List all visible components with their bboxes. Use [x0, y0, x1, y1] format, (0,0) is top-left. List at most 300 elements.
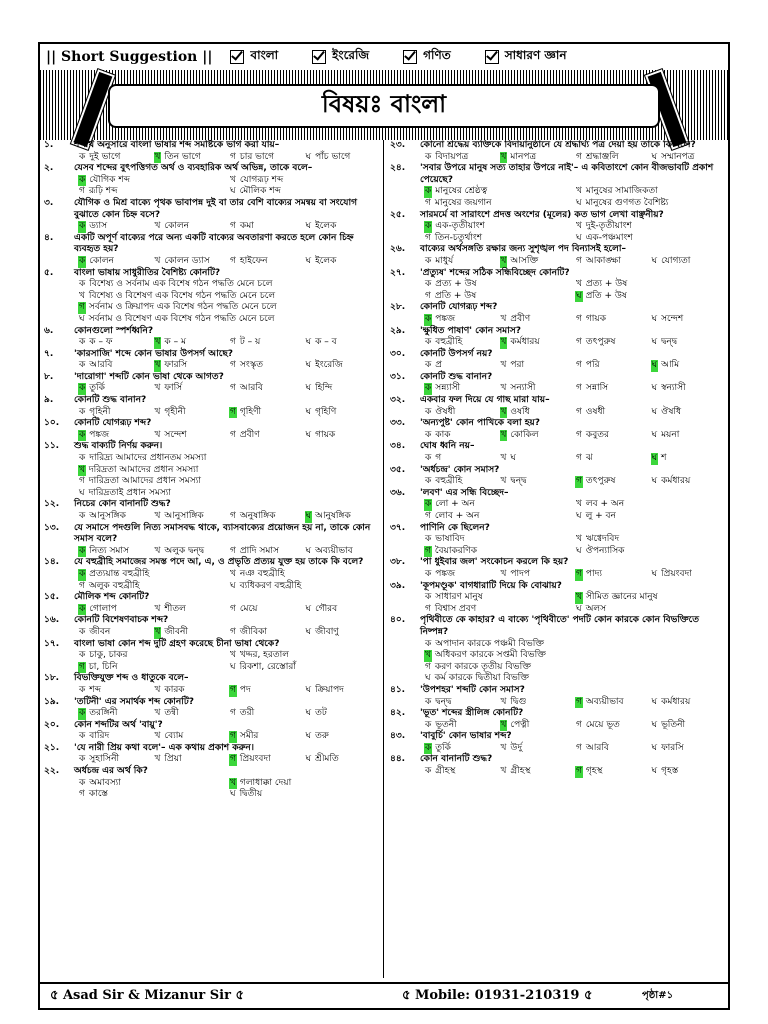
question-text: কোনটি উপসর্গ নয়? [420, 348, 493, 359]
option-text: প্রাদি সমাস [239, 545, 279, 556]
question [40, 766, 380, 778]
question-text: 'লবণ' এর সন্ধি বিচ্ছেদ– [420, 487, 509, 498]
option [78, 604, 154, 616]
question-number: ১১. [44, 441, 60, 452]
option-text: জীবিকা [239, 626, 268, 637]
option [575, 198, 726, 210]
option-letter: গ [425, 232, 431, 243]
option-letter: ঘ [230, 789, 236, 800]
option-text: পঙ্কজ [435, 568, 456, 579]
option [229, 407, 305, 419]
option [500, 152, 576, 164]
option-text: যোগ্যতা [661, 255, 691, 266]
options [386, 337, 726, 349]
option [305, 627, 381, 639]
option-letter: ঘ [651, 406, 658, 417]
option-letter: খ [576, 279, 582, 290]
option-text: ইংরেজি [315, 360, 343, 371]
option-text: প্রতি + উষ [585, 290, 627, 301]
option-letter: খ [500, 766, 507, 777]
question [386, 372, 726, 384]
option [575, 314, 651, 326]
suggestion-header [38, 44, 730, 71]
question-text: শব্দার্থ অনুসারে বাংলা ভাষার শব্দ সমষ্টিকে ভাগ করা যায়– [74, 140, 280, 150]
question [386, 523, 726, 535]
option [154, 754, 230, 766]
option [229, 604, 305, 616]
option-text: তুর্কি [435, 742, 451, 753]
option-letter: খ [154, 731, 161, 742]
option-letter: গ [425, 661, 431, 672]
option-text: জীবনী [164, 626, 189, 637]
option-letter: গ [576, 313, 582, 324]
option-text: চাকু, চাকর [89, 650, 128, 661]
options [40, 778, 380, 801]
question-text: 'ক্ষুধিত পাষাণ' কোন সমাস? [420, 325, 521, 336]
option-letter: গ [230, 626, 236, 637]
answer-marker: ক [79, 174, 86, 185]
option-letter: গ [576, 719, 582, 730]
option-letter: ক [425, 360, 432, 371]
option-text: ক – ব [315, 337, 337, 348]
option-letter: খ [79, 290, 85, 301]
option [500, 743, 576, 755]
question-number: ৩৬. [390, 487, 406, 498]
option [78, 407, 154, 419]
option-letter: গ [576, 453, 582, 464]
question [386, 685, 726, 697]
question-number: ১২. [44, 499, 60, 510]
option [229, 789, 380, 801]
option [154, 627, 230, 639]
question-number: ২৮. [390, 302, 406, 313]
checkbox-icon [403, 50, 417, 64]
option-letter: ক [79, 511, 86, 521]
option-letter: ক [425, 592, 432, 603]
option [651, 453, 727, 465]
option-text: দারিদ্র্য আমাদের প্রধানতম সমস্যা [89, 453, 207, 464]
option-text: কর্মধারয় [661, 696, 691, 707]
option [78, 465, 380, 477]
option-text: প্রিয়ংবদা [661, 568, 692, 579]
option-text: ব্যোম [164, 731, 184, 742]
option-letter: গ [79, 580, 85, 591]
answer-marker: খ [500, 337, 507, 348]
option-letter: গ [79, 476, 85, 487]
option [651, 697, 727, 709]
subject-label: গণিত [423, 48, 451, 62]
option-text: মানুষের জয়গান [434, 197, 492, 208]
answer-marker: গ [576, 766, 582, 777]
option [575, 453, 651, 465]
option-text: কাক [435, 429, 451, 440]
option-text: কর্মধারয় [661, 476, 691, 487]
option [424, 360, 500, 372]
answer-marker: খ [154, 151, 161, 162]
option [651, 430, 727, 442]
option-text: সন্দেশ [164, 429, 187, 440]
question-number: ২৯. [390, 325, 406, 336]
option [229, 152, 305, 164]
option [305, 546, 381, 558]
answer-marker: ক [425, 313, 432, 324]
option-text: ক – ম [164, 337, 186, 348]
options [40, 754, 380, 766]
option [78, 291, 380, 303]
option [424, 453, 500, 465]
option [575, 743, 651, 755]
option [229, 662, 380, 674]
option [424, 221, 575, 233]
option-letter: ক [79, 337, 86, 348]
question [386, 615, 726, 638]
subject-label: সাধারণ জ্ঞান [504, 48, 567, 62]
option-letter: খ [154, 221, 161, 232]
option-letter: গ [230, 151, 236, 162]
options [386, 592, 726, 615]
question [386, 581, 726, 593]
page-number: পৃষ্ঠা#১ [642, 989, 674, 1001]
answer-marker: খ [154, 360, 161, 371]
option-text: এক-পঞ্চমাংশ [585, 232, 633, 243]
option [229, 778, 380, 790]
question [40, 743, 380, 755]
option [651, 152, 727, 164]
option-letter: খ [154, 255, 161, 266]
option [424, 511, 575, 523]
answer-marker: গ [79, 302, 85, 313]
option-letter: খ [500, 453, 507, 464]
subject-check-english [312, 47, 369, 67]
option-letter: ঘ [651, 476, 658, 487]
question [40, 233, 380, 256]
option [229, 650, 380, 662]
options [40, 731, 380, 743]
option-text: আসক্তি [510, 255, 539, 266]
question-text: বাংলা ভাষা কোন শব্দ দুটি গ্রহণ করেছে চীনা ভাষা থেকে? [74, 638, 280, 649]
option-text: ঔষধি [661, 406, 682, 417]
option-letter: ক [425, 476, 432, 487]
question-text: 'বাবুর্চি' কোন ভাষার শব্দ? [420, 731, 512, 742]
option-letter: ঘ [576, 511, 582, 521]
options [40, 256, 380, 268]
question-text: 'যে নারী প্রিয় কথা বলে'– এক কথায় প্রকাশ করুন। [74, 742, 255, 753]
option [78, 360, 154, 372]
question-number: ৩২. [390, 395, 406, 406]
option-text: সংস্কৃত [239, 360, 263, 371]
question-text: 'সবার উপরে মানুষ সত্য তাহার উপরে নাই'– এ কবিতাংশে কোন বীজভাবটি প্রকাশ পেয়েছে? [420, 163, 714, 185]
option-text: গৃহস্ত [661, 766, 679, 777]
option [424, 476, 500, 488]
question-text: যে সমাসে পদগুলি নিত্য সমাসবদ্ধ থাকে, ব্যাসবাক্যের প্রয়োজন হয় না, তাকে কোন সমাস বলে? [74, 522, 371, 545]
option-text: প্রিয়ংবদা [239, 754, 271, 765]
option-letter: ক [79, 626, 86, 637]
question-number: ৪১. [390, 684, 406, 695]
option [305, 152, 381, 164]
option-letter: খ [154, 545, 161, 556]
option-text: ওষধী [585, 406, 606, 417]
option [305, 685, 381, 697]
option-text: বিশেষ্য ও বিশেষণ এক বিশেষ গঠন পদ্ধতি মেনে চলে [88, 290, 276, 301]
option-letter: ঘ [651, 151, 658, 162]
option-letter: গ [230, 255, 236, 266]
subject-check-bangla [230, 47, 278, 67]
option-letter: ক [425, 696, 432, 707]
option-text: পরা [510, 360, 525, 371]
option [651, 407, 727, 419]
option [651, 256, 727, 268]
option-letter: ঘ [651, 337, 658, 348]
option [229, 175, 380, 187]
question [386, 418, 726, 430]
option-letter: ঘ [651, 742, 658, 753]
option-text: শ্রীমতি [315, 754, 339, 765]
option-letter: খ [576, 499, 582, 510]
option-text: ট – য় [239, 337, 261, 348]
option-letter: ক [425, 255, 432, 266]
option [575, 697, 651, 709]
option-text: আনুসঙ্গিক [89, 511, 126, 521]
option-letter: ক [425, 534, 432, 545]
option-letter: ঘ [305, 626, 312, 637]
option [424, 662, 726, 674]
option-text: শ্রদ্ধাঞ্জলি [585, 151, 619, 162]
option-letter: ঘ [305, 221, 312, 232]
option-text: মৌলিক শব্দ [239, 186, 281, 197]
question-text: সারমর্মে বা সারাংশে প্রদত্ত অংশের (মূলের) কত ভাগ লেখা বাঞ্ছনীয়? [420, 209, 664, 220]
option-letter: গ [230, 221, 236, 232]
option-text: অলুক বহুব্রীহি [88, 580, 140, 591]
option [651, 766, 727, 778]
question-number: ১৫. [44, 592, 60, 603]
question-text: কোনটি যোগরূঢ় শব্দ? [74, 418, 152, 429]
option-text: তিন-চতুর্থাংশ [434, 232, 483, 243]
option [154, 604, 230, 616]
option [305, 604, 381, 616]
option-text: গৃহিনী [89, 406, 111, 417]
option [154, 360, 230, 372]
question-number: ২৪. [390, 163, 406, 174]
answer-marker: খ [154, 626, 161, 637]
question-text: যৌগিক ও মিশ্র বাক্যে পৃথক ভাবাপন্ন দুই বা তার বেশি বাক্যের সমন্বয় বা সংযোগ বুঝাতে কোন চিহ্ন বসে? [74, 197, 357, 220]
question [386, 140, 726, 152]
option-text: কর্ম কারকে দ্বিতীয়া বিভক্তি [434, 673, 529, 684]
option-text: শ [661, 453, 667, 464]
options [40, 604, 380, 616]
option [500, 430, 576, 442]
option [424, 407, 500, 419]
option [575, 186, 726, 198]
question [40, 349, 380, 361]
question-number: ৩৭. [390, 522, 406, 533]
options [40, 383, 380, 395]
question [40, 639, 380, 651]
options [40, 569, 380, 592]
question-number: ৯. [44, 395, 54, 406]
option-text: লব + অন [585, 499, 625, 510]
question-text: কোনগুলো স্পর্শধ্বনি? [74, 325, 154, 336]
option-text: সাধারণ মানুষ [435, 592, 483, 603]
option-text: কমা [239, 221, 254, 232]
option-letter: ঘ [651, 255, 658, 266]
option [229, 708, 305, 720]
question-number: ৭. [44, 348, 54, 359]
question-number: ১৪. [44, 557, 60, 568]
option-text: প্রবীণ [510, 313, 531, 324]
question-text: যেসব শব্দের বুৎপত্তিগত অর্থ ও ব্যবহারিক অর্থ অভিন্ন, তাকে বলে– [74, 163, 313, 174]
option-letter: গ [576, 151, 582, 162]
answer-marker: ক [425, 499, 432, 510]
option [575, 383, 651, 395]
options [386, 186, 726, 209]
option [154, 221, 230, 233]
question-number: ৪. [44, 232, 54, 243]
option-text: ফার্সি [164, 383, 183, 394]
question [386, 395, 726, 407]
question [386, 441, 726, 453]
option [500, 407, 576, 419]
question-text: কোনটি বিশেষণবাচক শব্দ? [74, 615, 169, 626]
question-number: ১. [44, 140, 54, 150]
option [78, 476, 380, 488]
option [229, 360, 305, 372]
option-text: সন্যাসী [510, 383, 536, 394]
option-text: তরী [239, 708, 255, 719]
option [500, 476, 576, 488]
answer-marker: ক [79, 708, 86, 719]
question-text: 'তটিনী' এর সমার্থক শব্দ কোনটি? [74, 696, 194, 707]
option [78, 175, 229, 187]
option-text: দুই-তৃতীয়াংশ [585, 221, 632, 232]
option [500, 337, 576, 349]
option [424, 546, 575, 558]
question-number: ৫. [44, 267, 54, 278]
option-letter: খ [230, 568, 236, 579]
option [78, 186, 229, 198]
option-text: দ্বন্দ্ব [435, 696, 452, 707]
subject-label: বাংলা [250, 48, 279, 62]
option-letter: খ [500, 568, 507, 579]
answer-marker: খ [500, 719, 507, 730]
option-letter: গ [576, 360, 582, 371]
option-letter: ঘ [576, 603, 582, 614]
option-letter: ক [425, 151, 432, 162]
option-text: আকাঙ্ক্ষা [585, 255, 621, 266]
option [651, 569, 727, 581]
option-text: ইলেক [315, 255, 337, 266]
option-letter: ঘ [230, 186, 236, 197]
options [40, 175, 380, 198]
option-text: আমি [661, 360, 680, 371]
option [424, 534, 575, 546]
option [229, 383, 305, 395]
option-letter: খ [154, 603, 161, 614]
question-number: ১৭. [44, 638, 60, 649]
option [500, 383, 576, 395]
option [305, 407, 381, 419]
question [40, 441, 380, 453]
option [575, 569, 651, 581]
option-text: প্রত্যয়ান্ত বহুব্রীহি [89, 568, 150, 579]
question-number: ১৬. [44, 615, 60, 626]
answer-marker: গ [230, 406, 236, 417]
option-letter: ক [79, 406, 86, 417]
option [78, 789, 229, 801]
option-letter: ক [79, 453, 86, 464]
question [40, 140, 380, 152]
question [40, 557, 380, 569]
option-letter: ঘ [305, 684, 312, 695]
option-letter: ঘ [230, 661, 236, 672]
option [500, 720, 576, 732]
option-text: অপাদান কারকে পঞ্চমী বিভক্তি [435, 638, 545, 649]
option [500, 766, 576, 778]
options [386, 720, 726, 732]
option-letter: ক [79, 360, 86, 371]
options [40, 511, 380, 523]
option-text: গৃহীনী [164, 406, 186, 417]
option-text: এক-তৃতীয়াংশ [435, 221, 485, 232]
option-text: গৃহিণি [315, 406, 337, 417]
option [651, 337, 727, 349]
option-letter: ক [79, 754, 86, 765]
option-text: দ্বন্দ্ব [661, 337, 678, 348]
question-text: কোনটি শুদ্ধ বানান? [74, 395, 147, 406]
option-text: প্রতি + উষ [434, 290, 477, 301]
question-text: একবার ফল দিয়ে যে গাছ মারা যায়– [420, 395, 550, 406]
option-text: অব্যয়ীভাব [315, 545, 353, 556]
answer-marker: খ [500, 429, 507, 440]
answer-marker: ক [79, 545, 86, 556]
question-number: ৩৩. [390, 418, 406, 429]
answer-marker: খ [425, 650, 431, 661]
option-text: গলাধাক্কা দেয়া [239, 777, 292, 788]
option [78, 488, 380, 500]
option-text: যোগরূঢ় শব্দ [239, 174, 284, 185]
question-column-left [40, 140, 380, 978]
option [229, 627, 305, 639]
option [305, 337, 381, 349]
option-letter: ঘ [305, 337, 312, 348]
option [229, 731, 305, 743]
question-number: ২২. [44, 766, 60, 777]
option [424, 291, 575, 303]
option [229, 511, 305, 523]
option [500, 569, 576, 581]
option-letter: ক [425, 453, 432, 464]
question-number: ৩. [44, 197, 54, 208]
option-letter: গ [576, 742, 582, 753]
option [651, 476, 727, 488]
option-letter: ঘ [305, 429, 312, 440]
options [386, 256, 726, 268]
option-text: লু + বন [585, 511, 616, 521]
option-text: সন্নাসি [585, 383, 609, 394]
option-text: সন্দেশ [661, 313, 684, 324]
answer-marker: খ [500, 406, 507, 417]
question-text: কোনো শ্রদ্ধেয় ব্যক্তিকে বিদায়ানুষ্ঠানে যে শ্রদ্ধার্ঘ্য পত্র দেয়া হয় তাকে কি বলে? [420, 140, 696, 150]
option [424, 720, 500, 732]
option-text: ফারসি [164, 360, 188, 371]
option-text: পাদ্য [585, 568, 602, 579]
answer-marker: গ [576, 476, 582, 487]
option-letter: ঘ [305, 151, 312, 162]
option-text: কোলন ড্যাস [164, 255, 210, 266]
option-letter: খ [576, 186, 582, 197]
question-text: 'কূপমণ্ডূক' বাগধারাটি দিয়ে কি বোঝায়? [420, 580, 562, 591]
option-letter: গ [230, 360, 236, 371]
option [424, 650, 726, 662]
